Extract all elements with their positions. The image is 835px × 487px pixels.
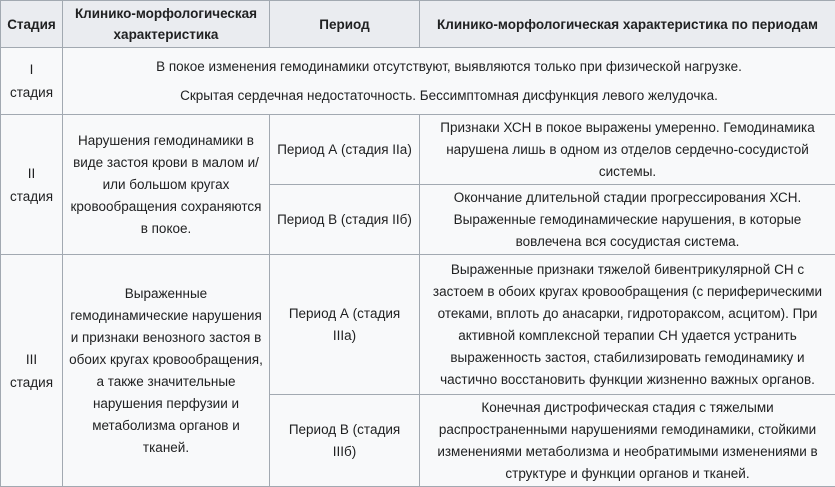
stage-1-line-2: Скрытая сердечная недостаточность. Бессимптомная дисфункция левого желудочка. (69, 81, 829, 110)
table-row-stage-3a (1, 255, 835, 395)
header-clinical-characteristic[interactable]: Клинико-морфологическая характеристика (63, 1, 270, 48)
stage-3-period-b-description: Конечная дистрофическая стадия с тяжелыми распространенными нарушениями гемодинамики, стойкими изменениями метаболизма и необратимыми изменениями в структуре и функции органов и тканей. (420, 395, 835, 487)
stage-2-period-b-description: Окончание длительной стадии прогрессирования ХСН. Выраженные гемодинамические нарушения, в которые вовлечена вся сосудистая система. (420, 185, 835, 255)
table-row-stage-2a (1, 115, 835, 185)
stage-3-period-a: Период А (стадия IIIа) (270, 255, 420, 395)
stage-2-period-a-description: Признаки ХСН в покое выражены умеренно. Гемодинамика нарушена лишь в одном из отделов сердечно-сосудистой системы. (420, 115, 835, 185)
stage-cell-1: I стадия (1, 48, 63, 115)
stage-2-period-a: Период А (стадия IIа) (270, 115, 420, 185)
stage-3-period-a-description: Выраженные признаки тяжелой бивентрикулярной СН с застоем в обоих кругах кровообращения (с периферическими отеками, вплоть до анасарки, гидротораксом, асцитом). При активной комплексной терапии СН удается устранить выраженность застоя, стабилизировать гемодинамику и частично восстановить функции жизненно важных органов. (420, 255, 835, 395)
header-period-characteristic[interactable]: Клинико-морфологическая характеристика по периодам (420, 1, 835, 48)
header-row (1, 1, 835, 48)
table-row-stage-1 (1, 48, 835, 115)
header-stage[interactable]: Стадия (1, 1, 63, 48)
stage-2-period-b: Период B (стадия IIб) (270, 185, 420, 255)
stage-cell-3: III стадия (1, 255, 63, 487)
header-period[interactable]: Период (270, 1, 420, 48)
stage-3-description: Выраженные гемодинамические нарушения и признаки венозного застоя в обоих кругах кровообращения, а также значительные нарушения перфузии и метаболизма органов и тканей. (63, 255, 270, 487)
stage-2-description: Нарушения гемодинамики в виде застоя крови в малом и/или большом кругах кровообращения сохраняются в покое. (63, 115, 270, 255)
stage-1-line-1: В покое изменения гемодинамики отсутствуют, выявляются только при физической нагрузке. (69, 52, 829, 81)
stage-cell-2: II стадия (1, 115, 63, 255)
stage-3-period-b: Период B (стадия IIIб) (270, 395, 420, 487)
stage-1-description (63, 48, 835, 115)
